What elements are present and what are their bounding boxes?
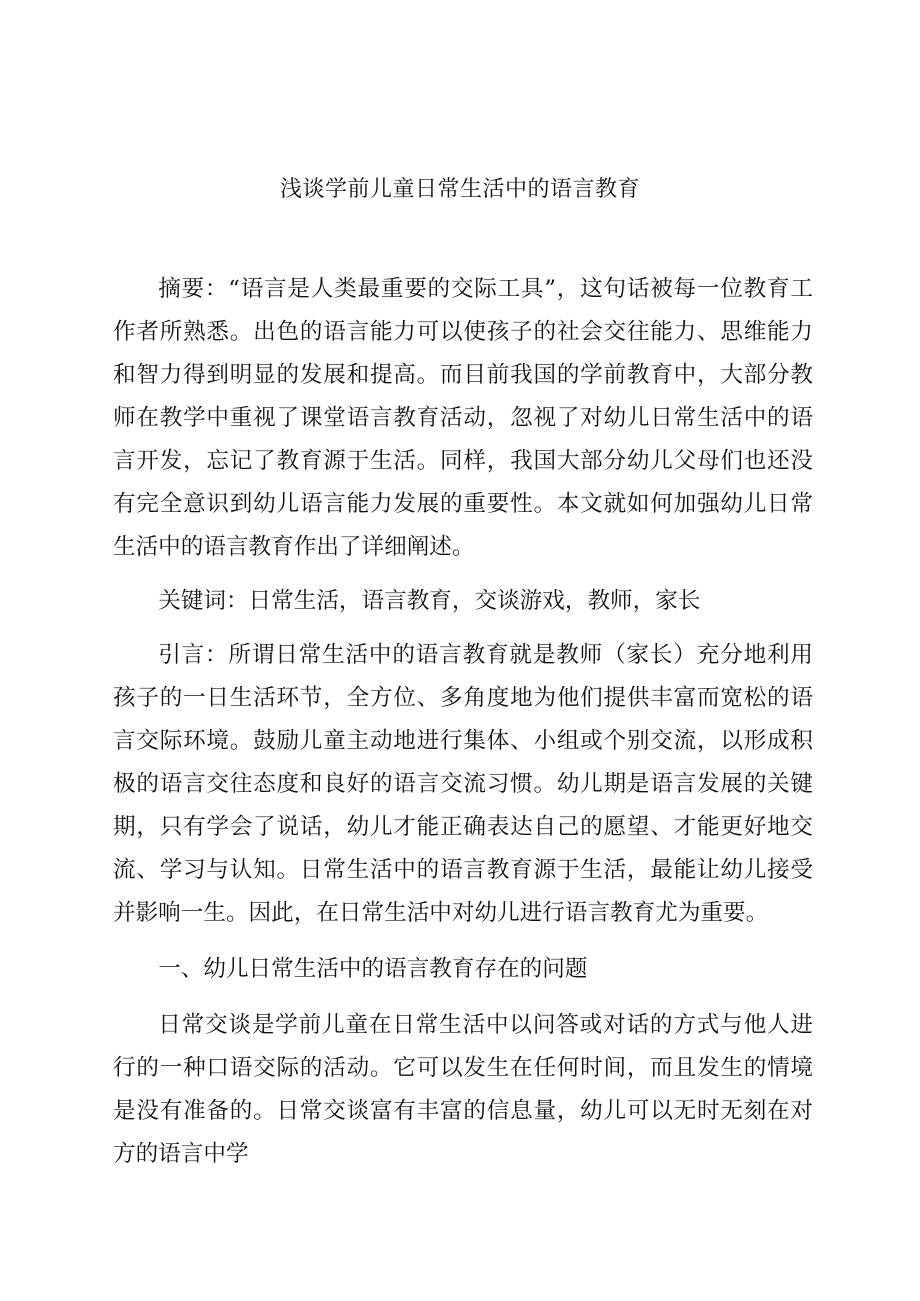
introduction-paragraph: 引言：所谓日常生活中的语言教育就是教师（家长）充分地利用孩子的一日生活环节，全方位、多角度地为他们提供丰富而宽松的语言交际环境。鼓励儿童主动地进行集体、小组或个别交流，以形成积极的语言交往态度和良好的语言交流习惯。幼儿期是语言发展的关键期，只有学会了说话，幼儿才能正确表达自己的愿望、才能更好地交流、学习与认知。日常生活中的语言教育源于生活，最能让幼儿接受并影响一生。因此，在日常生活中对幼儿进行语言教育尤为重要。 xyxy=(113,642,813,926)
document-body xyxy=(113,268,813,1176)
abstract-paragraph: 摘要：“语言是人类最重要的交际工具”，这句话被每一位教育工作者所熟悉。出色的语言能力可以使孩子的社会交往能力、思维能力和智力得到明显的发展和提高。而目前我国的学前教育中，大部分教师在教学中重视了课堂语言教育活动，忽视了对幼儿日常生活中的语言开发，忘记了教育源于生活。同样，我国大部分幼儿父母们也还没有完全意识到幼儿语言能力发展的重要性。本文就如何加强幼儿日常生活中的语言教育作出了详细阐述。 xyxy=(113,276,813,560)
body-paragraph: 日常交谈是学前儿童在日常生活中以问答或对话的方式与他人进行的一种口语交际的活动。它可以发生在任何时间，而且发生的情境是没有准备的。日常交谈富有丰富的信息量，幼儿可以无时无刻在对方的语言中学 xyxy=(113,1012,813,1167)
section-heading: 一、幼儿日常生活中的语言教育存在的问题 xyxy=(158,956,588,982)
document-title: 浅谈学前儿童日常生活中的语言教育 xyxy=(279,177,640,202)
keywords-paragraph: 关键词：日常生活，语言教育，交谈游戏，教师，家长 xyxy=(158,588,701,614)
